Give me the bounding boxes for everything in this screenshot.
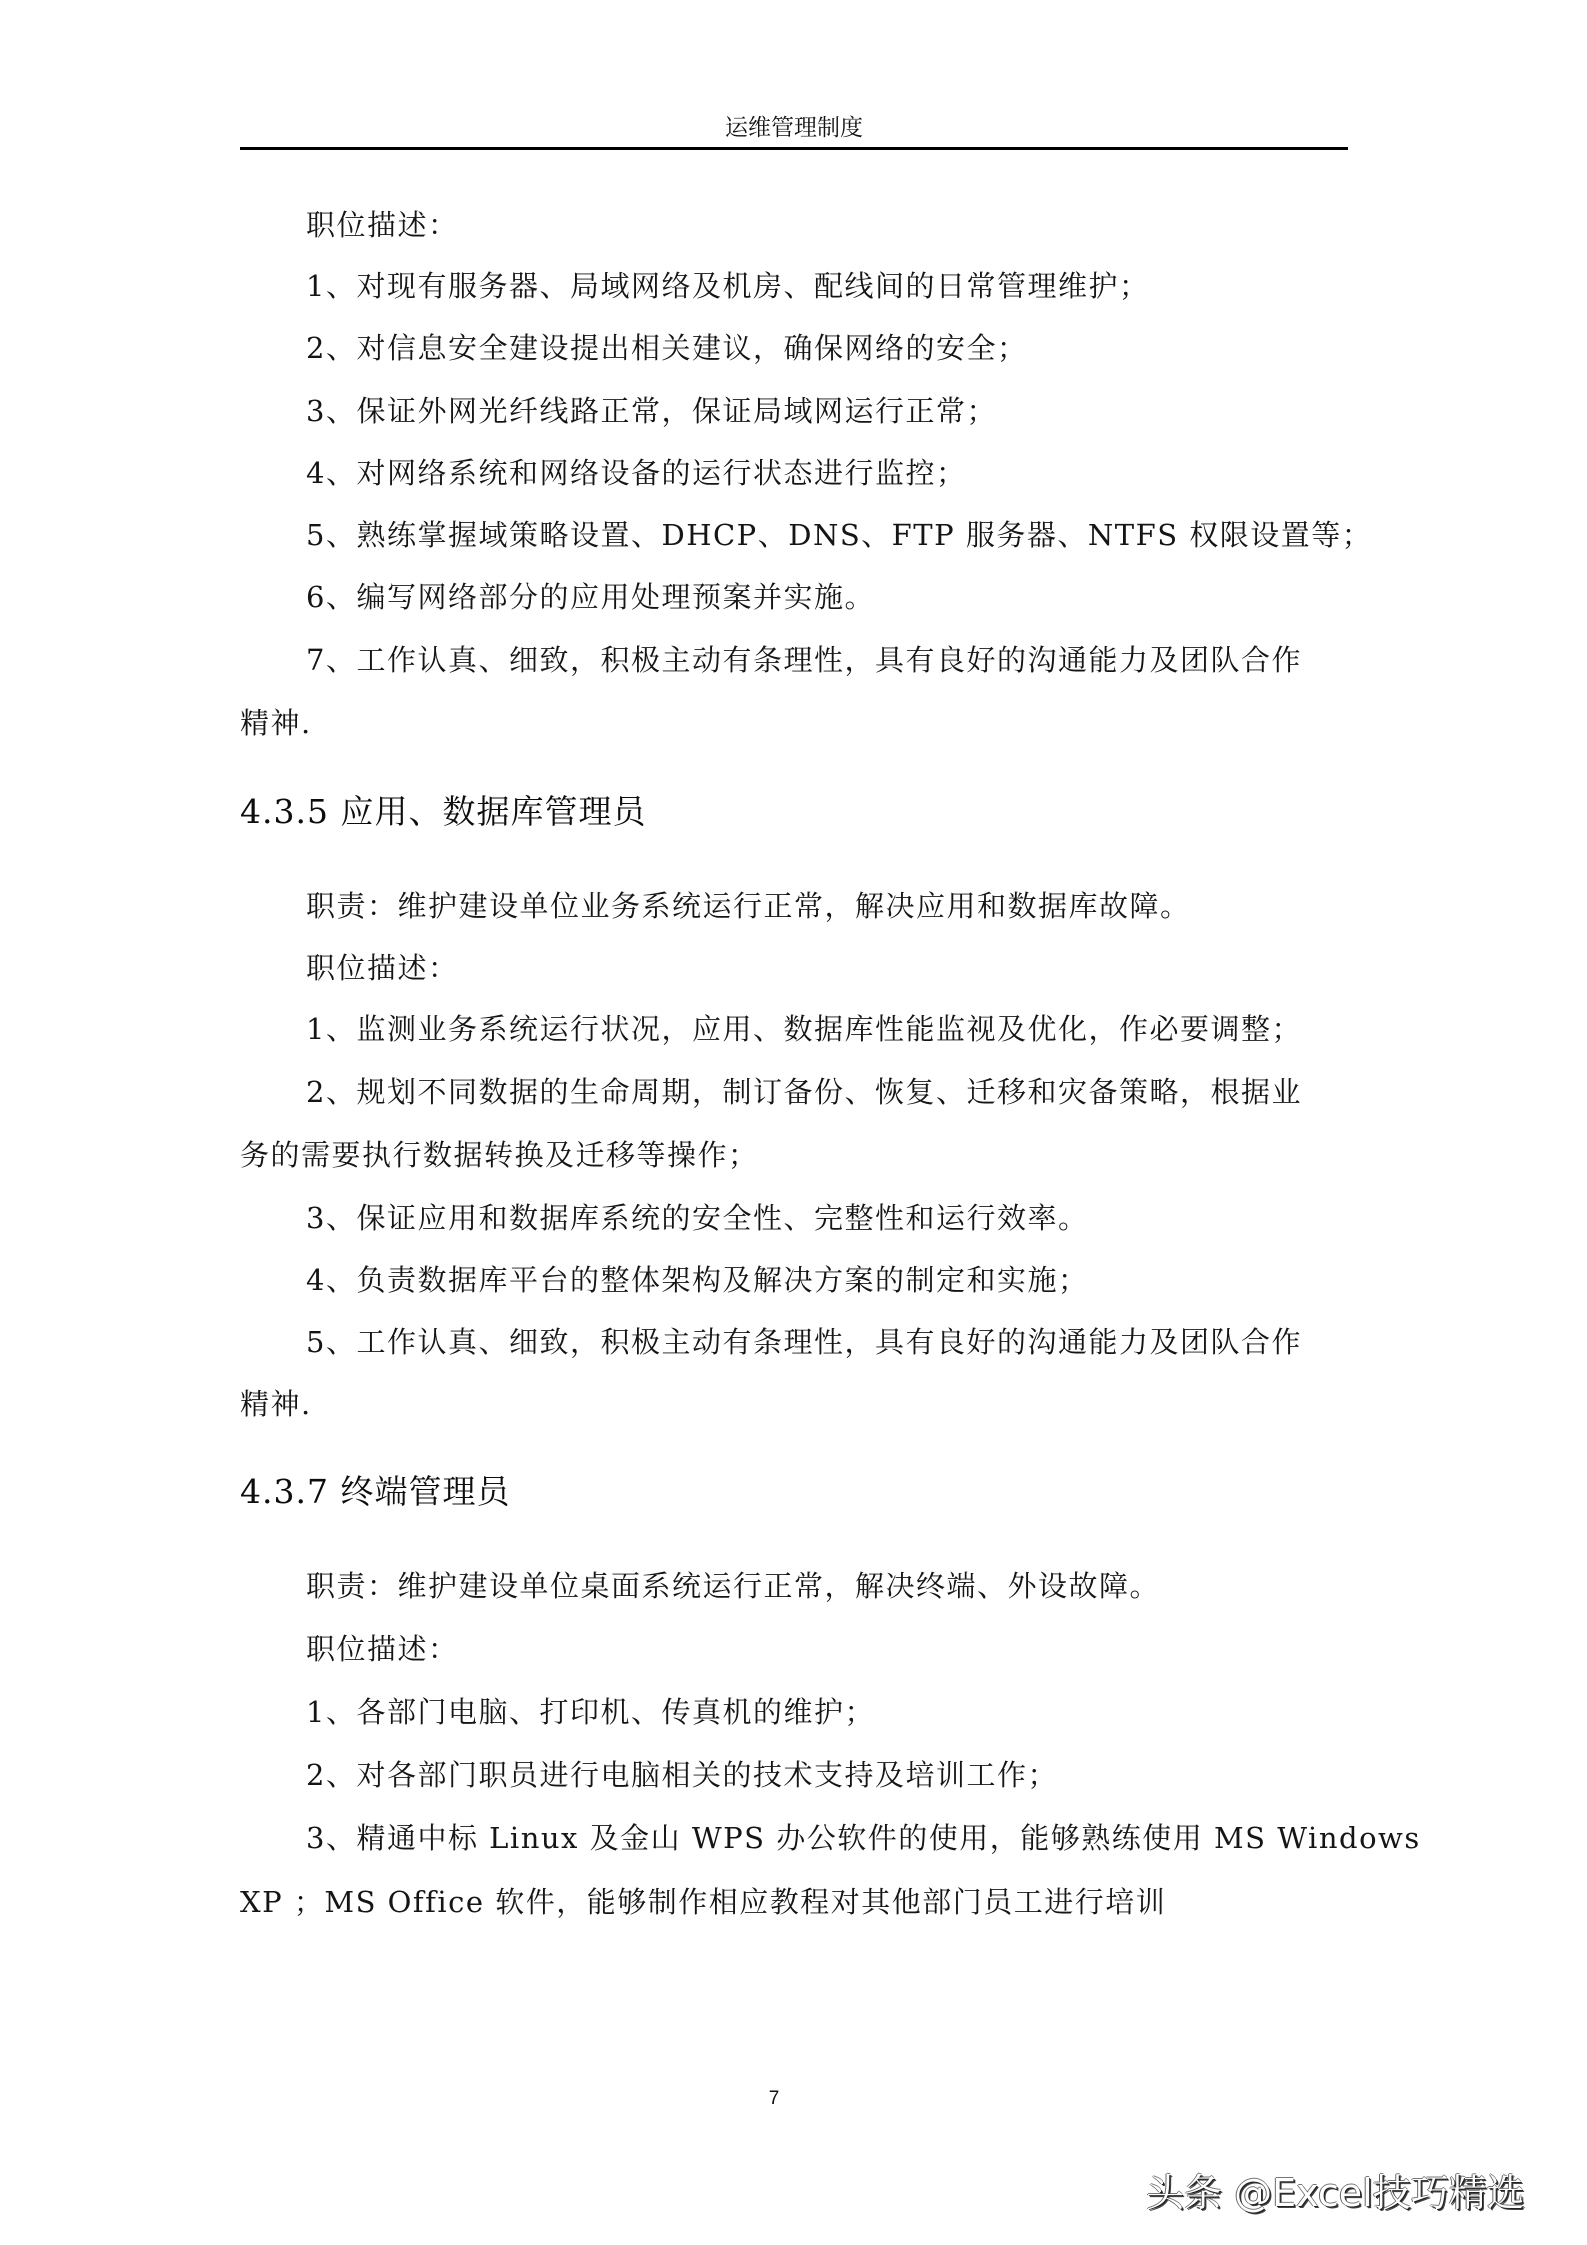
list-item: 3、保证应用和数据库系统的安全性、完整性和运行效率。	[306, 1201, 1089, 1235]
list-item: 7、工作认真、细致，积极主动有条理性，具有良好的沟通能力及团队合作	[306, 643, 1302, 677]
list-item-continuation: XP ；MS Office 软件，能够制作相应教程对其他部门员工进行培训	[240, 1885, 1167, 1919]
section-label: 职位描述：	[306, 208, 459, 242]
list-item-continuation: 精神.	[240, 706, 312, 740]
section-heading-4-3-5: 4.3.5 应用、数据库管理员	[240, 792, 647, 831]
list-item: 4、对网络系统和网络设备的运行状态进行监控；	[306, 456, 967, 490]
list-item: 2、规划不同数据的生命周期，制订备份、恢复、迁移和灾备策略，根据业	[306, 1075, 1302, 1109]
list-item: 5、熟练掌握域策略设置、DHCP、DNS、FTP 服务器、NTFS 权限设置等；	[306, 518, 1373, 552]
list-item: 1、各部门电脑、打印机、传真机的维护；	[306, 1695, 875, 1729]
list-item: 2、对各部门职员进行电脑相关的技术支持及培训工作；	[306, 1758, 1058, 1792]
duty-statement: 职责：维护建设单位业务系统运行正常，解决应用和数据库故障。	[306, 889, 1191, 923]
page-number: 7	[768, 2088, 780, 2109]
list-item: 1、监测业务系统运行状况，应用、数据库性能监视及优化，作必要调整；	[306, 1012, 1302, 1046]
section-label: 职位描述：	[306, 951, 459, 985]
watermark: 头条 @Excel技巧精选	[1146, 2171, 1525, 2215]
list-item: 3、精通中标 Linux 及金山 WPS 办公软件的使用，能够熟练使用 MS Windows	[306, 1821, 1421, 1855]
list-item: 1、对现有服务器、局域网络及机房、配线间的日常管理维护；	[306, 269, 1150, 303]
section-label: 职位描述：	[306, 1632, 459, 1666]
page-header-title: 运维管理制度	[725, 115, 863, 141]
duty-statement: 职责：维护建设单位桌面系统运行正常，解决终端、外设故障。	[306, 1569, 1161, 1603]
list-item: 3、保证外网光纤线路正常，保证局域网运行正常；	[306, 394, 997, 428]
list-item: 2、对信息安全建设提出相关建议，确保网络的安全；	[306, 331, 1028, 365]
list-item-continuation: 精神.	[240, 1387, 312, 1421]
section-heading-4-3-7: 4.3.7 终端管理员	[240, 1472, 511, 1511]
list-item: 5、工作认真、细致，积极主动有条理性，具有良好的沟通能力及团队合作	[306, 1325, 1302, 1359]
list-item: 6、编写网络部分的应用处理预案并实施。	[306, 580, 875, 614]
header-divider	[240, 147, 1348, 150]
list-item-continuation: 务的需要执行数据转换及迁移等操作；	[240, 1138, 759, 1172]
list-item: 4、负责数据库平台的整体架构及解决方案的制定和实施；	[306, 1263, 1089, 1297]
